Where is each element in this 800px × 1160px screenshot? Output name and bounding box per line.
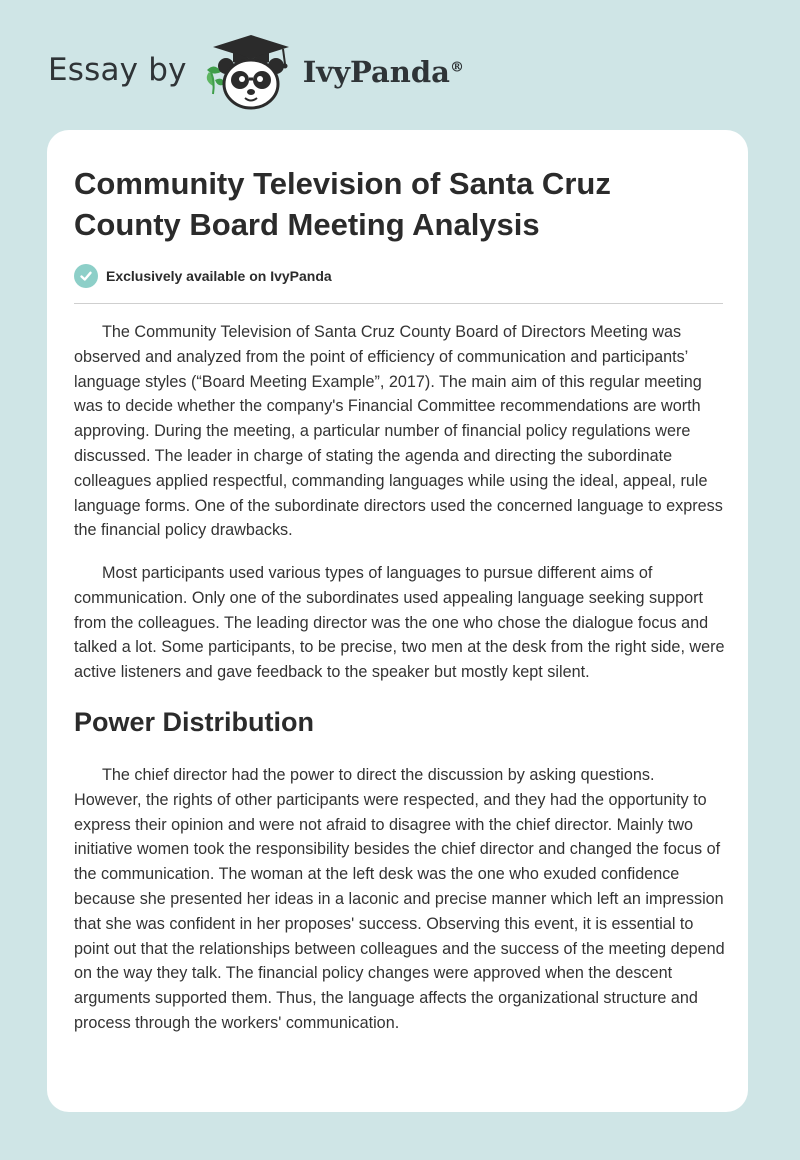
article-title: Community Television of Santa Cruz County Board Meeting Analysis (74, 166, 611, 242)
article-card (47, 130, 748, 1112)
essay-by-label: Essay by (48, 52, 187, 88)
exclusive-label: Exclusively available on IvyPanda (106, 268, 332, 284)
brand-name[interactable]: IvyPanda® (302, 55, 464, 89)
site-header (48, 34, 464, 114)
section-heading-power-distribution: Power Distribution (74, 707, 315, 737)
exclusive-badge (74, 264, 332, 288)
registered-mark: ® (449, 59, 464, 76)
paragraph-2: Most participants used various types of languages to pursue different aims of communication. Only one of the subordinates used appealing language seeking support from the colleagues. The leading director was the one who chose the dialogue focus and talked a lot. Some participants, to be precise, two men at the desk from the right side, were active listeners and gave feedback to the speaker but mostly kept silent. (74, 564, 725, 682)
divider (74, 303, 723, 304)
paragraph-1: The Community Television of Santa Cruz County Board of Directors Meeting was observed and analyzed from the point of efficiency of communication and participants’ language styles (“Board Meeting Example”, 2017). The main aim of this regular meeting was to decide whether the company's Financial Committee recommendations are worth approving. During the meeting, a particular number of financial policy regulations were discussed. The leader in charge of stating the agenda and directing the subordinate colleagues applied respectful, commanding languages while using the ideal, appeal, rule language forms. One of the subordinate directors used the concerned language to express the financial policy drawbacks. (74, 323, 723, 540)
paragraph-3: The chief director had the power to direct the discussion by asking questions. However, the rights of other participants were respected, and they had the opportunity to express their opinion and were not afraid to disagree with the chief director. Mainly two initiative women took the responsibility besides the chief director and changed the focus of the communication. The woman at the left desk was the one who exuded confidence because she presented her ideas in a laconic and precise manner which left an impression that she was confident in her proposes' success. Observing this event, it is essential to point out that the relationships between colleagues and the success of the meeting depend on the way they talk. The financial policy changes were approved when the descent arguments supported them. Thus, the language affects the organizational structure and process through the workers' communication. (74, 766, 725, 1032)
panda-logo-icon[interactable] (201, 32, 295, 117)
check-icon (74, 264, 98, 288)
